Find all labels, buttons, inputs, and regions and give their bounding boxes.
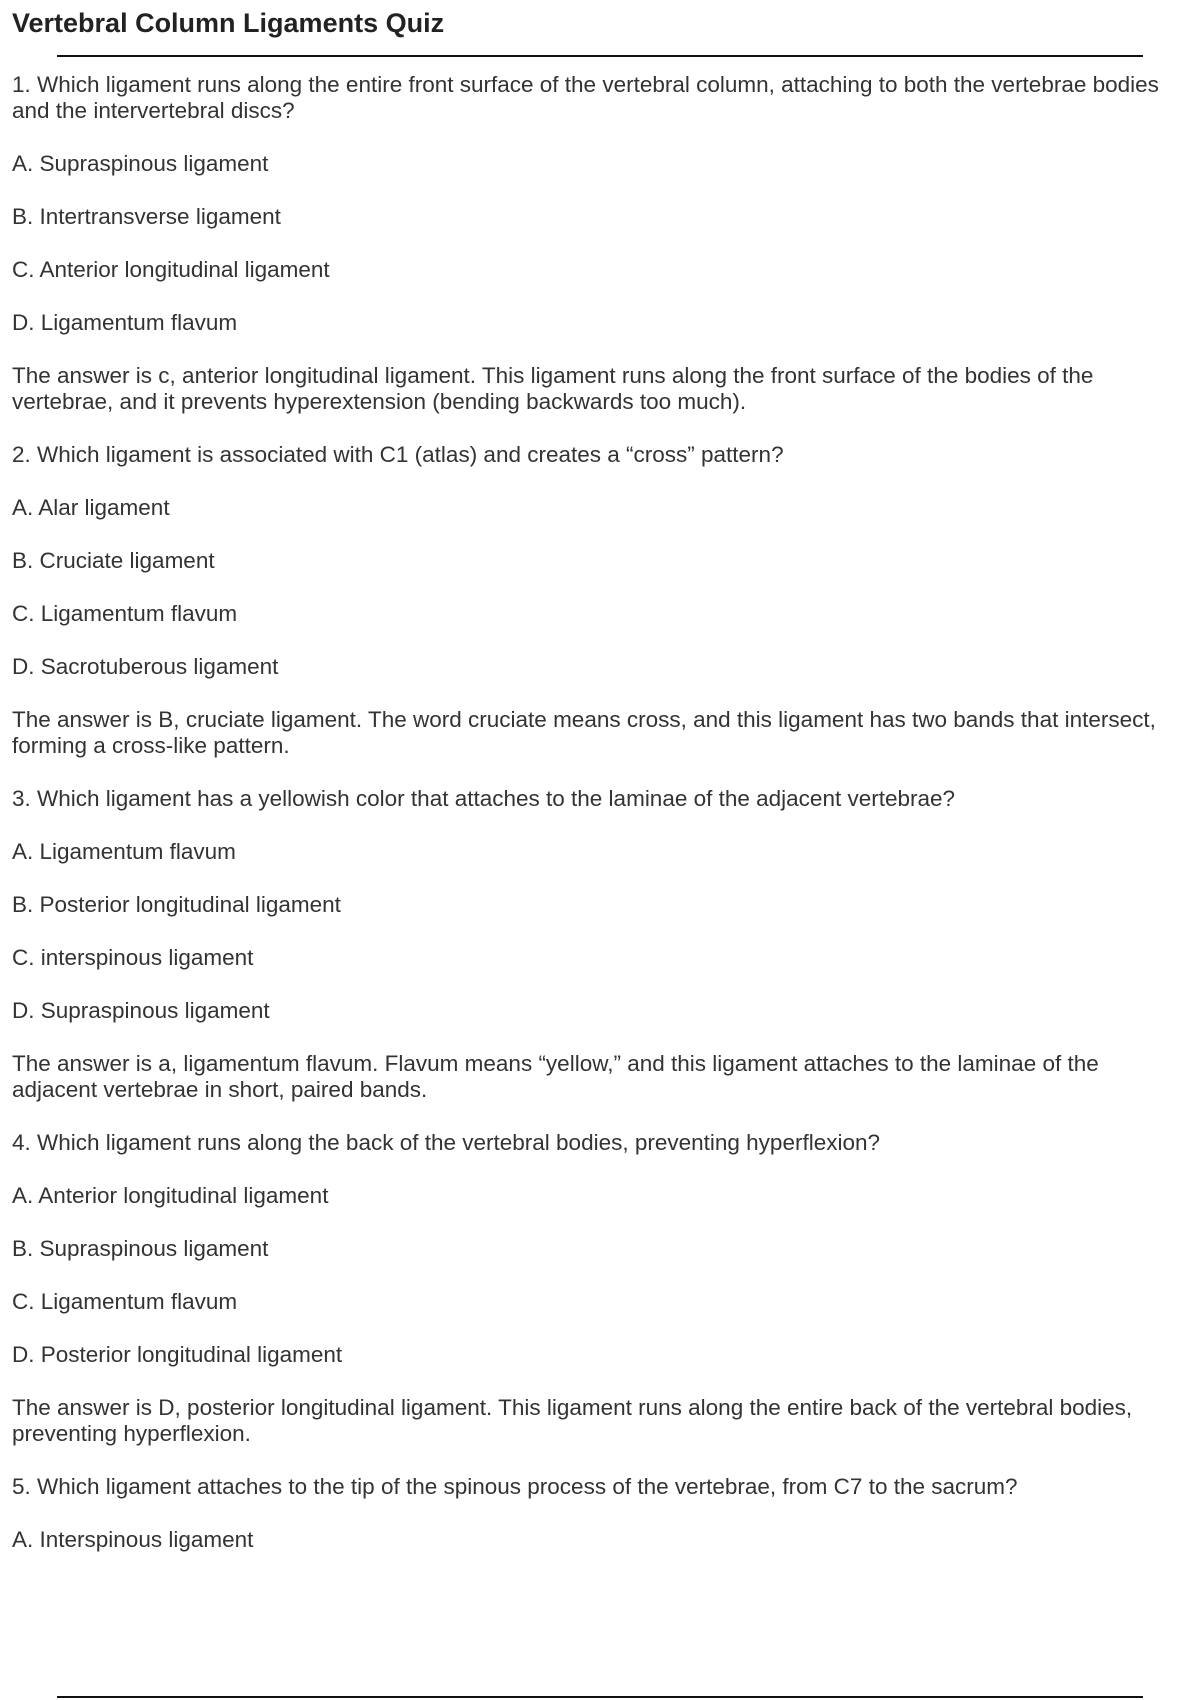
question-3-answer: The answer is a, ligamentum flavum. Flavum means “yellow,” and this ligament attaches to the laminae of the adjacent vertebrae in short, paired bands. xyxy=(12,1051,1099,1102)
question-5-text: 5. Which ligament attaches to the tip of the spinous process of the vertebrae, from C7 to the sacrum? xyxy=(12,1474,1018,1499)
question-4-option-d: D. Posterior longitudinal ligament xyxy=(12,1342,343,1367)
question-3-option-a: A. Ligamentum flavum xyxy=(12,839,236,864)
question-1-option-a: A. Supraspinous ligament xyxy=(12,151,269,176)
question-2-text: 2. Which ligament is associated with C1 (atlas) and creates a “cross” pattern? xyxy=(12,442,784,467)
question-3-option-c: C. interspinous ligament xyxy=(12,945,254,970)
question-2-option-a: A. Alar ligament xyxy=(12,495,170,520)
question-2-answer: The answer is B, cruciate ligament. The word cruciate means cross, and this ligament has two bands that intersect, forming a cross-like pattern. xyxy=(12,707,1156,758)
question-4-answer xyxy=(12,1395,1200,1447)
question-2-option-d: D. Sacrotuberous ligament xyxy=(12,654,279,679)
quiz-content xyxy=(12,72,1200,1580)
question-4-option-a: A. Anterior longitudinal ligament xyxy=(12,1183,329,1208)
question-4-answer-line-2: preventing hyperflexion. xyxy=(12,1421,251,1446)
question-2-option-c: C. Ligamentum flavum xyxy=(12,601,238,626)
question-1-option-b: B. Intertransverse ligament xyxy=(12,204,281,229)
question-4-option-c: C. Ligamentum flavum xyxy=(12,1289,238,1314)
question-1-option-d: D. Ligamentum flavum xyxy=(12,310,238,335)
question-3-option-d: D. Supraspinous ligament xyxy=(12,998,270,1023)
question-4-text: 4. Which ligament runs along the back of the vertebral bodies, preventing hyperflexion? xyxy=(12,1130,881,1155)
question-5-option-a: A. Interspinous ligament xyxy=(12,1527,254,1552)
question-1-option-c: C. Anterior longitudinal ligament xyxy=(12,257,330,282)
question-4-answer-line-1: The answer is D, posterior longitudinal ligament. This ligament runs along the entire back of the vertebral bodies, xyxy=(12,1395,1133,1420)
question-4-option-b: B. Supraspinous ligament xyxy=(12,1236,269,1261)
page-title: Vertebral Column Ligaments Quiz xyxy=(12,8,445,38)
bottom-divider xyxy=(57,1696,1143,1698)
question-2-option-b: B. Cruciate ligament xyxy=(12,548,215,573)
top-divider xyxy=(57,55,1143,57)
question-3-option-b: B. Posterior longitudinal ligament xyxy=(12,892,341,917)
question-1-answer: The answer is c, anterior longitudinal ligament. This ligament runs along the front surface of the bodies of the vertebrae, and it prevents hyperextension (bending backwards too much). xyxy=(12,363,1094,414)
question-1-text: 1. Which ligament runs along the entire front surface of the vertebral column, attaching to both the vertebrae bodies and the intervertebral discs? xyxy=(12,72,1159,123)
question-3-text: 3. Which ligament has a yellowish color that attaches to the laminae of the adjacent vertebrae? xyxy=(12,786,956,811)
